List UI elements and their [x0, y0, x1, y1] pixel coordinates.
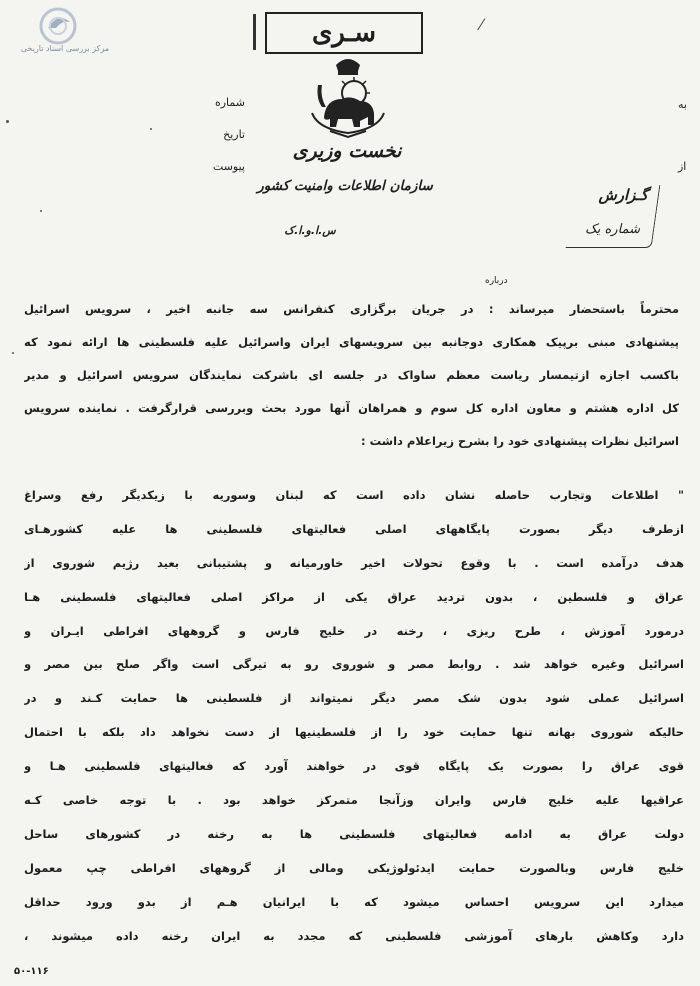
text-line: " اطلاعات وتجارب حاصله نشان داده است که لبنان وسوریه با زیکدیگر رفع وسراغ	[24, 488, 684, 502]
paragraph-intro	[24, 300, 679, 465]
scan-speck	[40, 210, 42, 212]
text-line: عراقیها علیه خلیج فارس وایران وزآنجا متمرکز خواهد بود . با توجه خاصی کـه	[24, 793, 684, 808]
text-line: کل اداره هشتم و معاون اداره کل سوم و همراهان آنها مورد بحث وبررسی قرارگرفت . نماینده سرویس	[24, 401, 679, 415]
text-line: ازطرف دیگر بصورت پایگاههای اصلی فعالیتهای فلسطینی ها علیه کشورهـای	[24, 521, 684, 536]
text-line: دولت عراق به ادامه فعالیتهای فلسطینی ها به رخنه در کشورهای ساحل	[24, 826, 684, 841]
text-line: اسرائیل عملی شود بدون شک مصر دیگر نمیتواند از فلسطینی ها حمایت کـند و در	[24, 691, 684, 706]
text-line: باکسب اجازه ازتیمسار ریاست معظم ساواک در جلسه ای باشرکت نمایندگان سرویس اسرائیل و مدیر	[24, 368, 679, 382]
number-field-label: شماره	[214, 96, 245, 109]
page-code: ۵۰-۱۱۶	[14, 966, 49, 977]
scan-speck	[150, 128, 152, 130]
archive-watermark-text: مرکز بررسی اسناد تاریخی	[20, 44, 110, 53]
text-line: حالیکه شوروی بهانه تنها حمایت خود را از فلسطینیها از دست نخواهد داد بلکه با احتمال	[24, 725, 684, 740]
lion-and-sun-emblem-icon	[308, 55, 388, 139]
scan-speck	[12, 352, 14, 354]
date-field-label: تاریخ	[223, 128, 245, 141]
sender-label: از	[678, 160, 687, 173]
report-label: گـزارش	[598, 186, 648, 204]
scan-speck	[6, 120, 9, 123]
paragraph-statement	[24, 486, 684, 960]
attachment-field-label: پیوست	[212, 160, 245, 173]
text-line: قوی عراق را بصورت یک پایگاه قوی در خواهند آورد که فعالیتهای فلسطینی هـا و	[24, 759, 684, 774]
text-line: هدف درآمده است . با وقوع تحولات اخیر خاورمیانه و پشتیبانی بعید رژیم شوروی از	[24, 555, 684, 570]
text-line: محترماً باستحضار میرساند : در جریان برگزاری کنفرانس سه جانبه اخیر ، سرویس اسرائیل	[24, 302, 679, 316]
organization-name: سازمان اطلاعات وامنیت کشور	[257, 178, 433, 194]
text-line: پیشنهادی مبنی برپیک همکاری دوجانبه بین سرویسهای ایران واسرائیل علیه فلسطینی ها ارائه نمود که	[24, 335, 679, 349]
report-number: شماره یک	[585, 222, 640, 237]
text-line: درمورد آموزش ، طرح ریزی ، رخنه در خلیج فارس و گروههای افراطی ایـران و	[24, 623, 684, 638]
text-line: اسرائیل وغیره خواهد شد . روابط مصر و شوروی رو به تیرگی است واگر صلح بین مصر و	[24, 657, 684, 672]
text-line: اسرائیل نظرات پیشنهادی خود را بشرح زیراعلام داشت :	[361, 434, 679, 448]
text-line: دارد وکاهش بارهای آموزشی فلسطینی که مجدد به ایران رخنه داده میشوند ،	[24, 928, 684, 943]
classification-stamp: سـرى	[265, 12, 423, 54]
ministry-title: نخست وزیری	[292, 140, 402, 162]
stamp-mark	[253, 14, 256, 50]
text-line: میدارد این سرویس احساس میشود که با ایرانیان هـم از بدو ورود حداقل	[24, 894, 684, 909]
recipient-label: به	[678, 98, 687, 111]
text-line: خلیج فارس وبالصورت حمایت ایدئولوژیکی ومالی از گروههای افراطی چپ معمول	[24, 860, 684, 875]
regarding-label: درباره	[485, 276, 508, 286]
archive-logo-icon	[28, 6, 88, 46]
stamp-tick: ⁄	[480, 15, 483, 34]
text-line: عراق و فلسطین ، بدون تردید عراق یکی از مراکز اصلی فعالیتهای فلسطینی هـا	[24, 589, 684, 604]
organization-code: س.ا.و.ا.ک	[284, 224, 336, 237]
